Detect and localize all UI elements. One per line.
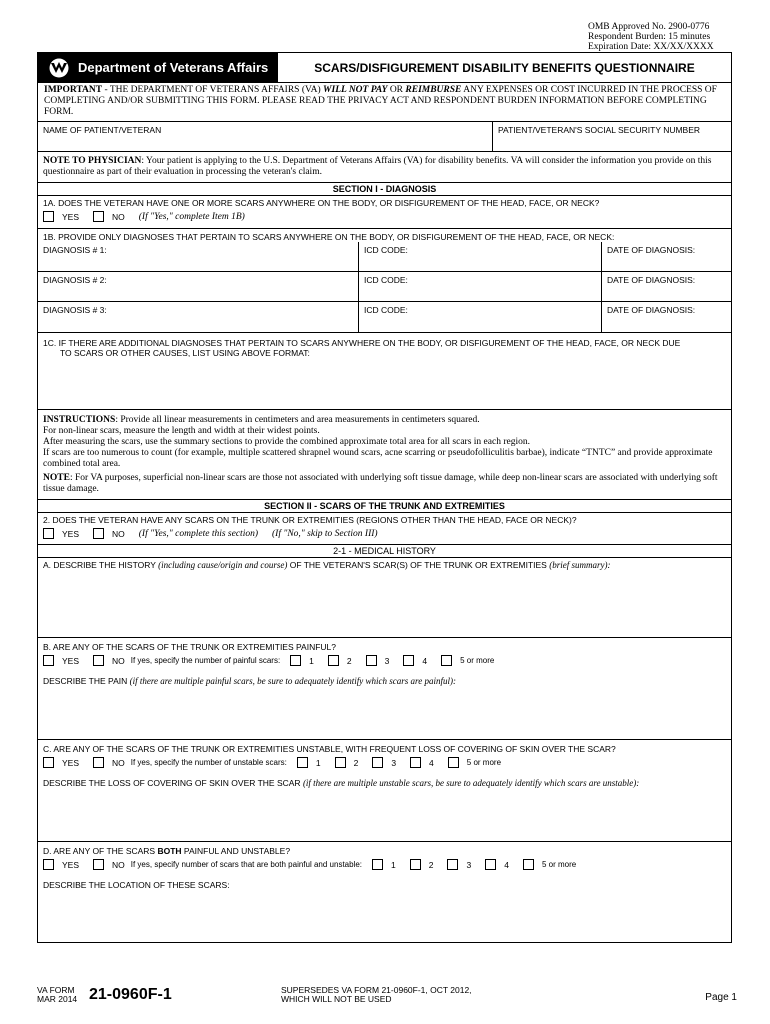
qd-count-1-label: 1: [391, 859, 396, 870]
qc-describe-loss[interactable]: [38, 772, 731, 788]
omb-info: [588, 22, 714, 52]
qc-count-2-label: 2: [353, 757, 359, 768]
qc-yes-label: YES: [62, 757, 80, 768]
question-2: [38, 513, 731, 545]
instructions-lead: INSTRUCTIONS: [43, 415, 116, 425]
qd-count-5-checkbox[interactable]: [523, 859, 534, 870]
qd-count-1-checkbox[interactable]: [372, 859, 383, 870]
diagnosis-date-1-field[interactable]: [601, 242, 731, 271]
qd-count-3-label: 3: [466, 859, 472, 870]
note-physician-lead: NOTE TO PHYSICIAN: [43, 156, 142, 166]
qb-describe-pain[interactable]: [38, 670, 731, 686]
supersedes-line-1: SUPERSEDES VA FORM 21-0960F-1, OCT 2012,: [281, 985, 472, 995]
note-to-physician: [38, 152, 731, 183]
diagnosis-row: [38, 242, 731, 272]
qa-pre: A. DESCRIBE THE HISTORY: [43, 560, 159, 570]
respondent-burden: Respondent Burden: 15 minutes: [588, 32, 711, 42]
qc-yes-checkbox[interactable]: [43, 757, 54, 768]
qc-count-3-checkbox[interactable]: [372, 757, 383, 768]
form-number: 21-0960F-1: [89, 986, 172, 1003]
form-footer: [37, 986, 737, 1012]
instructions-line-4: If scars are too numerous to count (for example, multiple scattered shrapnel wound scars, acne scarring or pseudofolliculitis barbae), indicate “TNTC” and provide approximate combined total area.: [43, 448, 713, 469]
qd-yes-checkbox[interactable]: [43, 859, 54, 870]
qc-spec: If yes, specify the number of unstable scars:: [130, 758, 287, 767]
q1c-line2: TO SCARS OR OTHER CAUSES, LIST USING ABOVE FORMAT:: [60, 348, 310, 358]
diagnosis-2-field[interactable]: [38, 272, 358, 301]
patient-name-field[interactable]: [38, 122, 492, 151]
qc-count-3-label: 3: [391, 757, 397, 768]
patient-name-label: NAME OF PATIENT/VETERAN: [43, 125, 162, 135]
qc-count-4-checkbox[interactable]: [410, 757, 421, 768]
qb-yes-label: YES: [62, 655, 80, 666]
qd-pre: D. ARE ANY OF THE SCARS: [43, 846, 158, 856]
va-form-text: VA FORM: [37, 985, 75, 995]
qb-text: B. ARE ANY OF THE SCARS OF THE TRUNK OR EXTREMITIES PAINFUL?: [43, 642, 336, 652]
qb-count-5-checkbox[interactable]: [441, 655, 452, 666]
va-seal-icon: [46, 58, 72, 78]
q2-note-1: (If "Yes," complete this section): [138, 528, 258, 539]
qd-count-2-checkbox[interactable]: [410, 859, 421, 870]
qc-no-checkbox[interactable]: [93, 757, 104, 768]
qc-desc-ital: (if there are multiple unstable scars, be sure to adequately identify which scars are unstable):: [302, 778, 640, 788]
qd-yes-label: YES: [62, 859, 80, 870]
qd-count-3-checkbox[interactable]: [447, 859, 458, 870]
qd-spec: If yes, specify number of scars that are both painful and unstable:: [130, 860, 363, 869]
icd-label: ICD CODE:: [364, 305, 408, 315]
qb-desc-ital: (if there are multiple painful scars, be sure to adequately identify which scars are painful):: [129, 676, 456, 686]
diagnosis-row: [38, 302, 731, 333]
qd-no-label: NO: [112, 859, 125, 870]
instructions: [38, 410, 731, 500]
question-1a: [38, 196, 731, 229]
icd-label: ICD CODE:: [364, 245, 408, 255]
q2-yes-label: YES: [62, 528, 80, 539]
q1b-text: 1B. PROVIDE ONLY DIAGNOSES THAT PERTAIN TO SCARS ANYWHERE ON THE BODY, OR DISFIGUREMENT OF THE HEAD, FACE, OR NECK:: [43, 232, 615, 242]
diagnosis-label: DIAGNOSIS # 1:: [43, 245, 107, 255]
omb-number: OMB Approved No. 2900-0776: [588, 22, 710, 32]
qb-count-5-label: 5 or more: [460, 656, 495, 665]
form-header: [38, 53, 731, 83]
qc-text: C. ARE ANY OF THE SCARS OF THE TRUNK OR EXTREMITIES UNSTABLE, WITH FREQUENT LOSS OF COVERING OF SKIN OVER THE SCAR?: [43, 744, 616, 754]
qd-bold: BOTH: [157, 846, 182, 856]
qc-count-4-label: 4: [429, 757, 434, 768]
qc-count-2-checkbox[interactable]: [335, 757, 346, 768]
qc-count-5-label: 5 or more: [466, 758, 502, 767]
ssn-field[interactable]: [492, 122, 731, 151]
questionnaire-form: [37, 52, 732, 943]
qc-count-1-checkbox[interactable]: [297, 757, 308, 768]
diagnosis-label: DIAGNOSIS # 3:: [43, 305, 107, 315]
qb-yes-checkbox[interactable]: [43, 655, 54, 666]
qd-count-5-label: 5 or more: [541, 860, 577, 869]
q1a-yes-label: YES: [62, 211, 80, 222]
qb-no-checkbox[interactable]: [93, 655, 104, 666]
q2-no-checkbox[interactable]: [93, 528, 104, 539]
diagnosis-label: DIAGNOSIS # 2:: [43, 275, 107, 285]
supersedes-notice: [281, 986, 472, 1004]
q1a-note: (If "Yes," complete Item 1B): [138, 211, 245, 222]
icd-label: ICD CODE:: [364, 275, 408, 285]
qb-desc-pre: DESCRIBE THE PAIN: [43, 676, 130, 686]
important-notice: [38, 83, 731, 122]
section-2-title: SECTION II - SCARS OF THE TRUNK AND EXTREMITIES: [38, 500, 731, 513]
question-d: [38, 842, 731, 942]
agency-name: Department of Veterans Affairs: [78, 60, 269, 75]
qd-text: [38, 842, 731, 856]
qb-count-4-checkbox[interactable]: [403, 655, 414, 666]
diagnosis-3-field[interactable]: [38, 302, 358, 332]
qb-count-4-label: 4: [422, 655, 428, 666]
instructions-line-2: For non-linear scars, measure the length and width at their widest points.: [43, 426, 320, 436]
section-1-title: SECTION I - DIAGNOSIS: [38, 183, 731, 196]
q2-no-label: NO: [112, 528, 125, 539]
q2-text: 2. DOES THE VETERAN HAVE ANY SCARS ON THE TRUNK OR EXTREMITIES (REGIONS OTHER THAN THE HEAD, FACE OR NECK)?: [43, 515, 577, 525]
qa-ital: (including cause/origin and course): [158, 560, 288, 570]
q2-note-2: (If "No," skip to Section III): [272, 528, 378, 539]
form-date: MAR 2014: [37, 994, 78, 1004]
patient-info-row: [38, 122, 731, 152]
qa-mid: OF THE VETERAN'S SCAR(S) OF THE TRUNK OR EXTREMITIES: [287, 560, 550, 570]
ssn-label: PATIENT/VETERAN'S SOCIAL SECURITY NUMBER: [498, 125, 701, 135]
instructions-line-1: : Provide all linear measurements in centimeters and area measurements in centimeters squared.: [115, 415, 480, 425]
diagnosis-1-field[interactable]: [38, 242, 358, 271]
qb-count-1-checkbox[interactable]: [290, 655, 301, 666]
expiration-date: Expiration Date: XX/XX/XXXX: [588, 42, 714, 52]
qb-count-1-label: 1: [309, 655, 314, 666]
qc-desc-pre: DESCRIBE THE LOSS OF COVERING OF SKIN OVER THE SCAR: [43, 778, 303, 788]
qc-count-1-label: 1: [315, 757, 321, 768]
diagnosis-date-3-field[interactable]: [601, 302, 731, 332]
qc-count-5-checkbox[interactable]: [448, 757, 459, 768]
icd-code-3-field[interactable]: [358, 302, 601, 332]
qd-count-2-label: 2: [428, 859, 434, 870]
instructions-line-3: After measuring the scars, use the summary sections to provide the combined approximate total area for all scars in each region.: [43, 437, 530, 447]
icd-code-2-field[interactable]: [358, 272, 601, 301]
q1a-no-checkbox[interactable]: [93, 211, 104, 222]
icd-code-1-field[interactable]: [358, 242, 601, 271]
qb-spec: If yes, specify the number of painful scars:: [130, 656, 281, 665]
instructions-note-text: : For VA purposes, superficial non-linear scars are those not associated with underlying soft tissue damage, while deep non-linear scars are associated with underlying soft tissue damage.: [43, 473, 718, 494]
medical-history-title: 2-1 - MEDICAL HISTORY: [38, 545, 731, 558]
question-b: [38, 638, 731, 740]
qd-count-4-checkbox[interactable]: [485, 859, 496, 870]
question-c: [38, 740, 731, 842]
will-not-pay: WILL NOT PAY: [323, 85, 388, 95]
va-logo: [38, 53, 278, 82]
qd-no-checkbox[interactable]: [93, 859, 104, 870]
q1a-yes-checkbox[interactable]: [43, 211, 54, 222]
qd-describe-location[interactable]: DESCRIBE THE LOCATION OF THESE SCARS:: [43, 880, 230, 890]
date-label: DATE OF DIAGNOSIS:: [607, 275, 696, 285]
important-text-1: - THE DEPARTMENT OF VETERANS AFFAIRS (VA): [102, 85, 324, 95]
qd-post: PAINFUL AND UNSTABLE?: [181, 846, 291, 856]
qc-no-label: NO: [112, 757, 125, 768]
q1a-no-label: NO: [112, 211, 125, 222]
qb-count-3-label: 3: [384, 655, 390, 666]
va-form-label: [37, 986, 77, 1004]
note-physician-text: : Your patient is applying to the U.S. Department of Veterans Affairs (VA) for disability benefits. VA will consider the information you provide on this questionnaire as part of their evaluation in processing the veteran's claim.: [43, 156, 712, 177]
qb-no-label: NO: [112, 655, 125, 666]
reimburse: REIMBURSE: [405, 85, 462, 95]
diagnosis-row: [38, 272, 731, 302]
q2-yes-checkbox[interactable]: [43, 528, 54, 539]
form-title: SCARS/DISFIGUREMENT DISABILITY BENEFITS QUESTIONNAIRE: [314, 60, 695, 75]
supersedes-line-2: WHICH WILL NOT BE USED: [281, 994, 392, 1004]
qa-text: [38, 558, 731, 570]
date-label: DATE OF DIAGNOSIS:: [607, 305, 696, 315]
q1a-text: 1A. DOES THE VETERAN HAVE ONE OR MORE SCARS ANYWHERE ON THE BODY, OR DISFIGUREMENT OF THE HEAD, FACE, OR NECK?: [43, 198, 600, 208]
important-text-2: ANY EXPENSES OR COST INCURRED IN THE PROCESS OF COMPLETING AND/OR SUBMITTING THIS FORM. PLEASE READ THE PRIVACY ACT AND RESPONDENT BURDEN INFORMATION BEFORE COMPLETING FORM.: [44, 85, 717, 117]
qa-ital2: (brief summary):: [549, 560, 611, 570]
qd-count-4-label: 4: [504, 859, 509, 870]
instructions-note-lead: NOTE: [43, 473, 70, 483]
important-lead: IMPORTANT: [44, 85, 103, 95]
qb-count-3-checkbox[interactable]: [366, 655, 377, 666]
q1c-line1: 1C. IF THERE ARE ADDITIONAL DIAGNOSES THAT PERTAIN TO SCARS ANYWHERE ON THE BODY, OR DISFIGUREMENT OF THE HEAD, FACE, OR NECK DUE: [43, 338, 681, 348]
diagnosis-date-2-field[interactable]: [601, 272, 731, 301]
qb-count-2-checkbox[interactable]: [328, 655, 339, 666]
date-label: DATE OF DIAGNOSIS:: [607, 245, 696, 255]
q1c-field[interactable]: [38, 333, 731, 410]
important-or: OR: [387, 85, 406, 95]
qb-count-2-label: 2: [346, 655, 352, 666]
qa-history-field[interactable]: [38, 558, 731, 638]
page-number: Page 1: [705, 992, 737, 1003]
